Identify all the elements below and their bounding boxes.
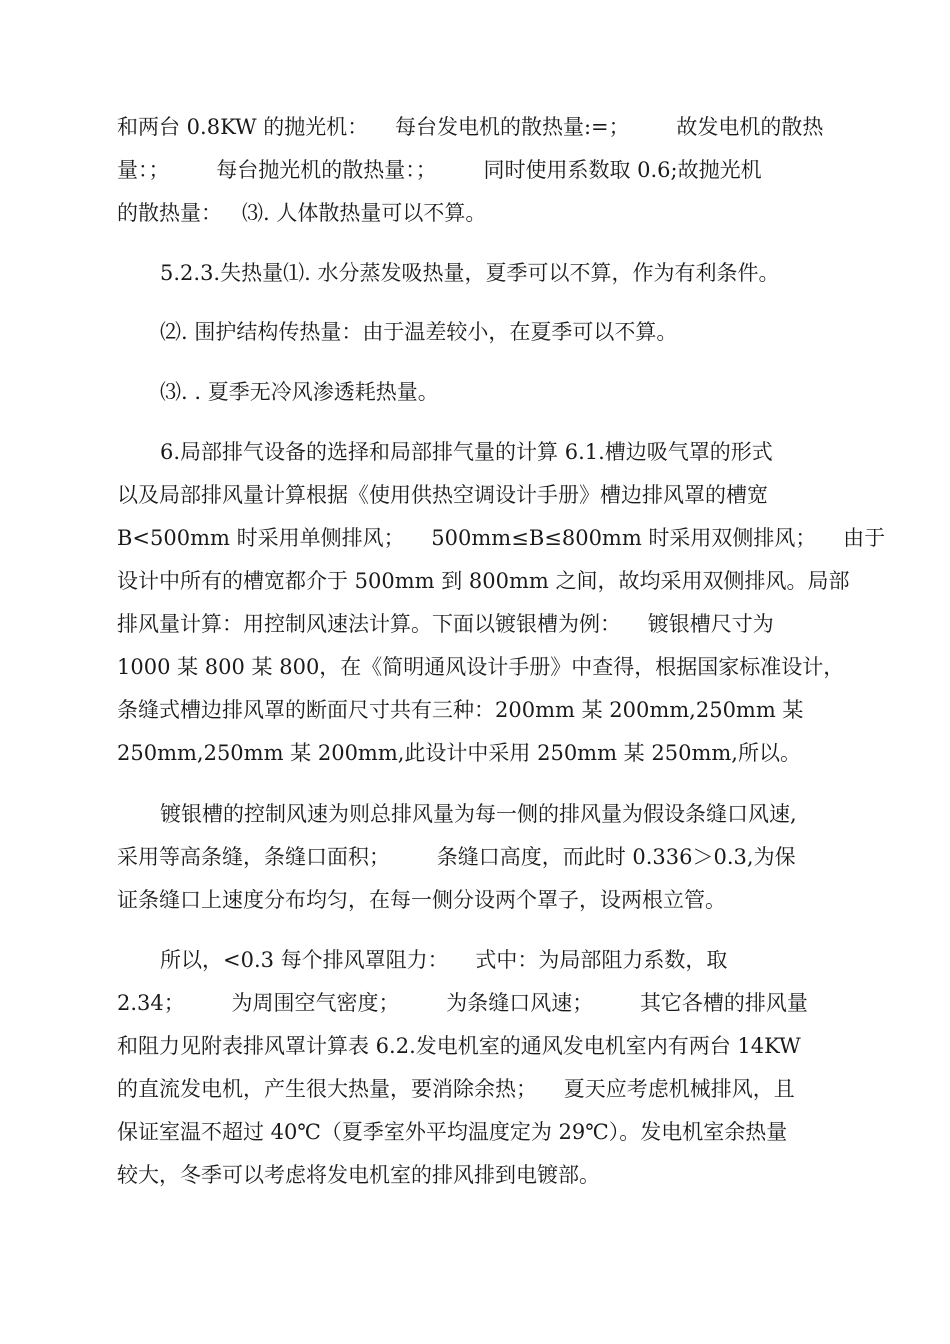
text-line: 量：； 每台抛光机的散热量：； 同时使用系数取 0.6;故抛光机 (117, 158, 762, 182)
text-line: 250mm,250mm 某 200mm,此设计中采用 250mm 某 250mm,所以。 (117, 741, 801, 765)
text-line: 以及局部排风量计算根据《使用供热空调设计手册》槽边排风罩的槽宽 (117, 483, 768, 507)
text-line: 和阻力见附表排风罩计算表 6.2.发电机室的通风发电机室内有两台 14KW (117, 1034, 801, 1058)
text-line: 6.局部排气设备的选择和局部排气量的计算 6.1.槽边吸气罩的形式 (160, 440, 773, 464)
text-line: 设计中所有的槽宽都介于 500mm 到 800mm 之间，故均采用双侧排风。局部 (117, 569, 850, 593)
text-line: 2.34； 为周围空气密度； 为条缝口风速； 其它各槽的排风量 (117, 991, 808, 1015)
text-line: ⑵. 围护结构传热量：由于温差较小，在夏季可以不算。 (160, 320, 678, 344)
text-line: 的散热量： ⑶. 人体散热量可以不算。 (117, 201, 487, 225)
text-line: 5.2.3.失热量⑴. 水分蒸发吸热量，夏季可以不算，作为有利条件。 (160, 261, 780, 285)
text-line: 所以，<0.3 每个排风罩阻力： 式中：为局部阻力系数，取 (160, 948, 728, 972)
text-line: 条缝式槽边排风罩的断面尺寸共有三种：200mm 某 200mm,250mm 某 (117, 698, 804, 722)
text-line: 采用等高条缝，条缝口面积； 条缝口高度，而此时 0.336＞0.3,为保 (117, 845, 796, 869)
text-line: 的直流发电机，产生很大热量，要消除余热； 夏天应考虑机械排风，且 (117, 1077, 795, 1101)
text-line: 较大，冬季可以考虑将发电机室的排风排到电镀部。 (117, 1163, 600, 1187)
text-line: 证条缝口上速度分布均匀，在每一侧分设两个罩子，设两根立管。 (117, 888, 726, 912)
text-line: 1000 某 800 某 800，在《简明通风设计手册》中查得，根据国家标准设计， (117, 655, 845, 679)
text-line: 镀银槽的控制风速为则总排风量为每一侧的排风量为假设条缝口风速, (160, 802, 797, 826)
text-line: ⑶. . 夏季无冷风渗透耗热量。 (160, 380, 439, 404)
text-line: B<500mm 时采用单侧排风； 500mm≤B≤800mm 时采用双侧排风； 由于 (117, 526, 886, 550)
text-line: 排风量计算：用控制风速法计算。下面以镀银槽为例： 镀银槽尺寸为 (117, 612, 774, 636)
text-line: 和两台 0.8KW 的抛光机： 每台发电机的散热量:=； 故发电机的散热 (117, 115, 824, 139)
text-line: 保证室温不超过 40℃（夏季室外平均温度定为 29℃）。发电机室余热量 (117, 1120, 788, 1144)
